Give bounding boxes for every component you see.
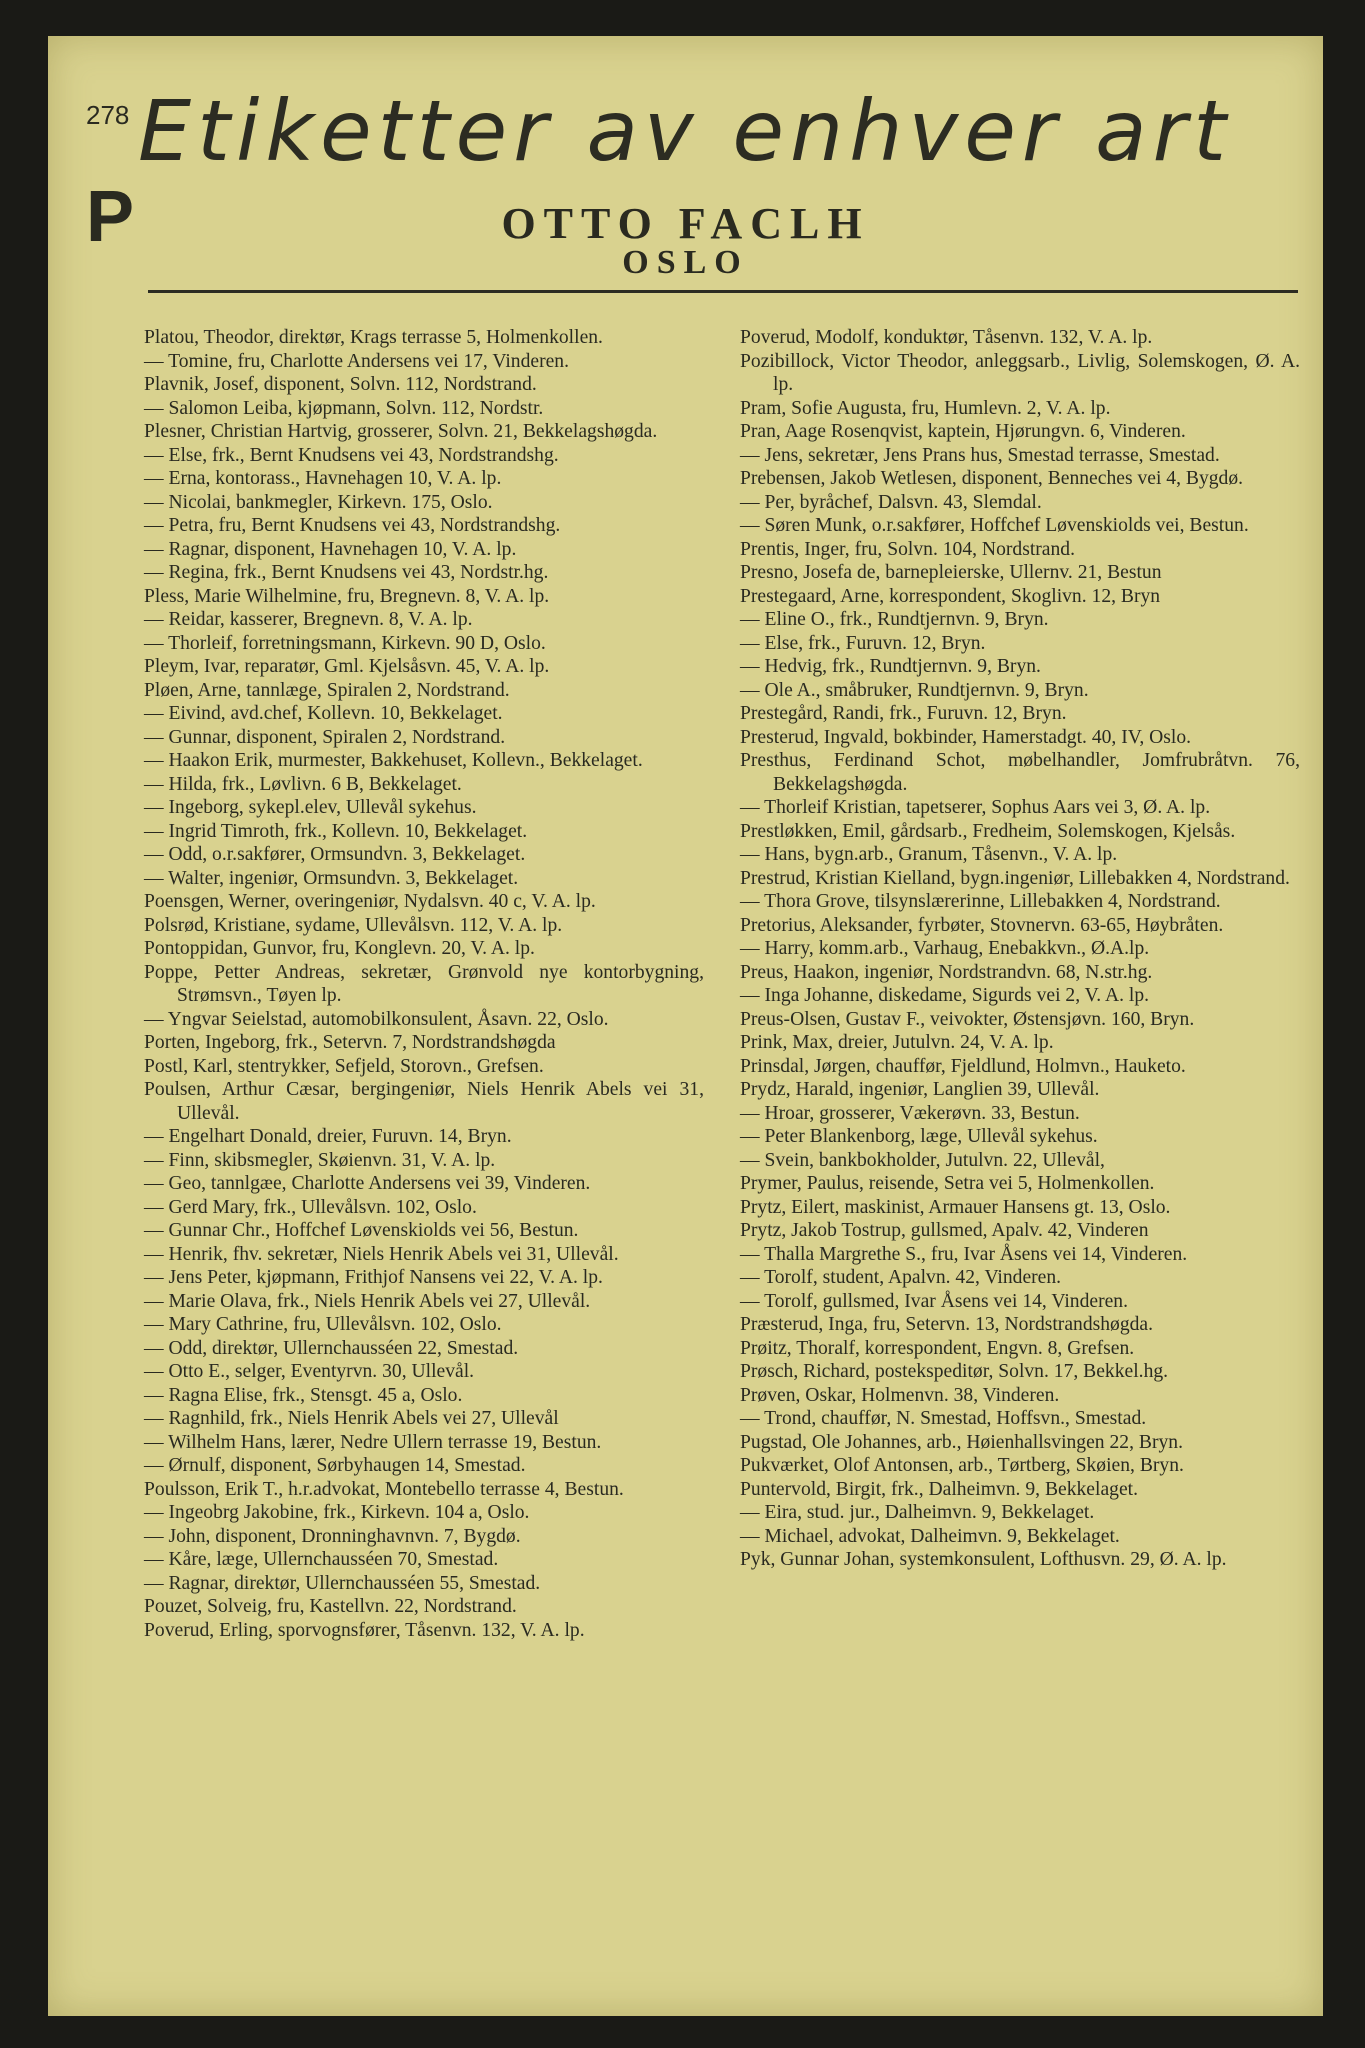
- directory-entry: Prøitz, Thoralf, korrespondent, Engvn. 8, Grefsen.: [740, 1337, 1135, 1359]
- directory-entry: Poverud, Modolf, konduktør, Tåsenvn. 132, V. A. lp.: [740, 327, 1153, 348]
- directory-entry: Puntervold, Birgit, frk., Dalheimvn. 9, Bekkelaget.: [740, 1478, 1138, 1500]
- directory-entry: Presterud, Ingvald, bokbinder, Hamerstadgt. 40, IV, Oslo.: [740, 726, 1192, 748]
- directory-entry: — Thorleif, forretningsmann, Kirkevn. 90 D, Oslo.: [144, 632, 546, 654]
- directory-entry: Poulsson, Erik T., h.r.advokat, Montebello terrasse 4, Bestun.: [144, 1478, 624, 1500]
- directory-entry: Pless, Marie Wilhelmine, fru, Bregnevn. 8, V. A. lp.: [144, 585, 550, 607]
- directory-entry: Porten, Ingeborg, frk., Setervn. 7, Nordstrandshøgda: [144, 1032, 556, 1053]
- ad-slogan: Etiketter av enhver art: [138, 82, 1233, 180]
- directory-entry: Pyk, Gunnar Johan, systemkonsulent, Lofthusvn. 29, Ø. A. lp.: [740, 1549, 1227, 1570]
- directory-entry: — Torolf, student, Apalvn. 42, Vinderen.: [740, 1267, 1062, 1288]
- directory-entry: — Petra, fru, Bernt Knudsens vei 43, Nordstrandshg.: [144, 515, 561, 536]
- directory-entry: — Else, frk., Bernt Knudsens vei 43, Nordstrandshg.: [144, 444, 559, 466]
- directory-entry: Poppe, Petter Andreas, sekretær, Grønvold nye kontorbygning, Strømsvn., Tøyen lp.: [144, 961, 704, 1006]
- directory-entry: Prydz, Harald, ingeniør, Langlien 39, Ullevål.: [740, 1079, 1100, 1100]
- directory-entry: — Finn, skibsmegler, Skøienvn. 31, V. A. lp.: [144, 1149, 496, 1171]
- directory-entry: — Thalla Margrethe S., fru, Ivar Åsens vei 14, Vinderen.: [740, 1243, 1188, 1265]
- directory-entry: — Eira, stud. jur., Dalheimvn. 9, Bekkelaget.: [740, 1502, 1095, 1523]
- directory-entry: — Harry, komm.arb., Varhaug, Enebakkvn., Ø.A.lp.: [740, 938, 1150, 959]
- directory-entry: Postl, Karl, stentrykker, Sefjeld, Storovn., Grefsen.: [144, 1055, 544, 1077]
- directory-entry: Platou, Theodor, direktør, Krags terrasse 5, Holmenkollen.: [144, 327, 603, 348]
- directory-entry: Prestegaard, Arne, korrespondent, Skoglivn. 12, Bryn: [740, 585, 1161, 607]
- directory-entry: — Odd, direktør, Ullernchausséen 22, Smestad.: [144, 1337, 519, 1359]
- directory-entry: — Thora Grove, tilsynslærerinne, Lillebakken 4, Nordstrand.: [740, 891, 1221, 912]
- directory-entry: Præsterud, Inga, fru, Setervn. 13, Nordstrandshøgda.: [740, 1314, 1154, 1335]
- directory-entry: — Henrik, fhv. sekretær, Niels Henrik Abels vei 31, Ullevål.: [144, 1243, 619, 1265]
- directory-entry: — Yngvar Seielstad, automobilkonsulent, Åsavn. 22, Oslo.: [144, 1008, 609, 1030]
- directory-entry: — Engelhart Donald, dreier, Furuvn. 14, Bryn.: [144, 1126, 512, 1147]
- directory-entry: — Geo, tannlgæe, Charlotte Andersens vei 39, Vinderen.: [144, 1173, 591, 1194]
- directory-entry: — John, disponent, Dronninghavnvn. 7, Bygdø.: [144, 1525, 521, 1547]
- directory-entry: — Inga Johanne, diskedame, Sigurds vei 2, V. A. lp.: [740, 985, 1150, 1006]
- header-divider: [148, 290, 1298, 293]
- directory-entry: Pontoppidan, Gunvor, fru, Konglevn. 20, V. A. lp.: [144, 938, 535, 959]
- directory-entry: Pukværket, Olof Antonsen, arb., Tørtberg, Skøien, Bryn.: [740, 1455, 1184, 1476]
- directory-entry: — Eivind, avd.chef, Kollevn. 10, Bekkelaget.: [144, 703, 503, 724]
- directory-entry: — Hedvig, frk., Rundtjernvn. 9, Bryn.: [740, 656, 1041, 677]
- directory-entry: — Hans, bygn.arb., Granum, Tåsenvn., V. A. lp.: [740, 844, 1118, 865]
- directory-entry: — Jens Peter, kjøpmann, Frithjof Nansens vei 22, V. A. lp.: [144, 1267, 603, 1288]
- directory-entry: — Else, frk., Furuvn. 12, Bryn.: [740, 632, 986, 654]
- directory-entry: Prestrud, Kristian Kielland, bygn.ingeniør, Lillebakken 4, Nordstrand.: [740, 867, 1290, 889]
- directory-entry: — Kåre, læge, Ullernchausséen 70, Smestad.: [144, 1549, 499, 1570]
- directory-entry: — Odd, o.r.sakfører, Ormsundvn. 3, Bekkelaget.: [144, 844, 526, 865]
- left-column: [144, 326, 704, 1642]
- directory-entry: — Salomon Leiba, kjøpmann, Solvn. 112, Nordstr.: [144, 397, 544, 419]
- directory-entry: — Regina, frk., Bernt Knudsens vei 43, Nordstr.hg.: [144, 562, 549, 583]
- directory-entry: — Tomine, fru, Charlotte Andersens vei 17, Vinderen.: [144, 350, 569, 372]
- directory-entry: — Michael, advokat, Dalheimvn. 9, Bekkelaget.: [740, 1525, 1120, 1547]
- directory-entry: — Hilda, frk., Løvlivn. 6 B, Bekkelaget.: [144, 773, 462, 795]
- directory-entry: Prink, Max, dreier, Jutulvn. 24, V. A. lp.: [740, 1032, 1054, 1053]
- directory-entry: Prøven, Oskar, Holmenvn. 38, Vinderen.: [740, 1384, 1060, 1406]
- directory-entry: Pozibillock, Victor Theodor, anleggsarb., Livlig, Solemskogen, Ø. A. lp.: [740, 350, 1300, 395]
- directory-entry: — Wilhelm Hans, lærer, Nedre Ullern terrasse 19, Bestun.: [144, 1431, 602, 1453]
- directory-entry: Presthus, Ferdinand Schot, møbelhandler, Jomfrubråtvn. 76, Bekkelagshøgda.: [740, 750, 1300, 795]
- ad-company-name: OTTO FACLH: [501, 199, 870, 248]
- directory-entry: — Gunnar Chr., Hoffchef Løvenskiolds vei 56, Bestun.: [144, 1220, 579, 1241]
- directory-entry: Prymer, Paulus, reisende, Setra vei 5, Holmenkollen.: [740, 1173, 1155, 1194]
- directory-entry: — Otto E., selger, Eventyrvn. 30, Ullevål.: [144, 1361, 475, 1382]
- directory-entry: Prestløkken, Emil, gårdsarb., Fredheim, Solemskogen, Kjelsås.: [740, 820, 1236, 842]
- right-column: [740, 326, 1300, 1572]
- directory-entry: — Ingrid Timroth, frk., Kollevn. 10, Bekkelaget.: [144, 820, 528, 842]
- directory-entry: Prøsch, Richard, postekspeditør, Solvn. 17, Bekkel.hg.: [740, 1361, 1169, 1382]
- section-letter: P: [86, 177, 135, 257]
- directory-entry: Prytz, Jakob Tostrup, gullsmed, Apalv. 42, Vinderen: [740, 1220, 1149, 1241]
- page-number: 278: [86, 100, 130, 130]
- directory-entry: Prestegård, Randi, frk., Furuvn. 12, Bryn.: [740, 703, 1067, 724]
- directory-entry: — Ole A., småbruker, Rundtjernvn. 9, Bryn.: [740, 679, 1089, 701]
- directory-entry: — Haakon Erik, murmester, Bakkehuset, Kollevn., Bekkelaget.: [144, 750, 643, 771]
- directory-entry: Polsrød, Kristiane, sydame, Ullevålsvn. 112, V. A. lp.: [144, 914, 563, 936]
- ad-city: OSLO: [622, 244, 749, 281]
- directory-entry: Prentis, Inger, fru, Solvn. 104, Nordstrand.: [740, 538, 1075, 560]
- directory-entry: Pran, Aage Rosenqvist, kaptein, Hjørungvn. 6, Vinderen.: [740, 421, 1186, 442]
- directory-entry: — Peter Blankenborg, læge, Ullevål sykehus.: [740, 1126, 1098, 1147]
- directory-entry: Pretorius, Aleksander, fyrbøter, Stovnervn. 63-65, Høybråten.: [740, 914, 1224, 936]
- directory-entry: — Svein, bankbokholder, Jutulvn. 22, Ullevål,: [740, 1149, 1105, 1171]
- directory-entry: — Erna, kontorass., Havnehagen 10, V. A. lp.: [144, 468, 502, 489]
- directory-entry: Plesner, Christian Hartvig, grosserer, Solvn. 21, Bekkelagshøgda.: [144, 421, 658, 442]
- directory-page: [48, 36, 1323, 2016]
- directory-entry: Preus, Haakon, ingeniør, Nordstrandvn. 68, N.str.hg.: [740, 961, 1153, 983]
- directory-entry: — Trond, chauffør, N. Smestad, Hoffsvn., Smestad.: [740, 1408, 1147, 1429]
- directory-entry: Pram, Sofie Augusta, fru, Humlevn. 2, V. A. lp.: [740, 397, 1111, 419]
- directory-entry: Pouzet, Solveig, fru, Kastellvn. 22, Nordstrand.: [144, 1596, 517, 1617]
- directory-entry: — Ingeborg, sykepl.elev, Ullevål sykehus.: [144, 797, 477, 818]
- directory-entry: Preus-Olsen, Gustav F., veivokter, Østensjøvn. 160, Bryn.: [740, 1008, 1195, 1030]
- directory-entry: — Hroar, grosserer, Vækerøvn. 33, Bestun.: [740, 1102, 1080, 1124]
- directory-entry: Pugstad, Ole Johannes, arb., Høienhallsvingen 22, Bryn.: [740, 1431, 1183, 1453]
- directory-entry: — Reidar, kasserer, Bregnevn. 8, V. A. lp.: [144, 609, 473, 630]
- directory-entry: — Per, byråchef, Dalsvn. 43, Slemdal.: [740, 491, 1042, 513]
- directory-entry: — Ørnulf, disponent, Sørbyhaugen 14, Smestad.: [144, 1455, 526, 1476]
- directory-entry: — Ragnar, disponent, Havnehagen 10, V. A. lp.: [144, 538, 517, 560]
- directory-entry: — Gerd Mary, frk., Ullevålsvn. 102, Oslo.: [144, 1196, 477, 1218]
- directory-entry: — Jens, sekretær, Jens Prans hus, Smestad terrasse, Smestad.: [740, 444, 1220, 466]
- directory-entry: Prytz, Eilert, maskinist, Armauer Hansens gt. 13, Oslo.: [740, 1196, 1171, 1218]
- directory-entry: — Ingeobrg Jakobine, frk., Kirkevn. 104 a, Oslo.: [144, 1502, 530, 1523]
- directory-entry: — Thorleif Kristian, tapetserer, Sophus Aars vei 3, Ø. A. lp.: [740, 797, 1211, 818]
- directory-entry: — Søren Munk, o.r.sakfører, Hoffchef Løvenskiolds vei, Bestun.: [740, 515, 1249, 536]
- directory-entry: Prinsdal, Jørgen, chauffør, Fjeldlund, Holmvn., Hauketo.: [740, 1055, 1186, 1077]
- directory-entry: Poverud, Erling, sporvognsfører, Tåsenvn. 132, V. A. lp.: [144, 1619, 585, 1641]
- directory-entry: — Ragnar, direktør, Ullernchausséen 55, Smestad.: [144, 1572, 541, 1594]
- directory-entry: — Marie Olava, frk., Niels Henrik Abels vei 27, Ullevål.: [144, 1290, 591, 1312]
- directory-entry: Pleym, Ivar, reparatør, Gml. Kjelsåsvn. 45, V. A. lp.: [144, 656, 550, 677]
- directory-entry: — Ragna Elise, frk., Stensgt. 45 a, Oslo.: [144, 1384, 463, 1406]
- directory-entry: Poulsen, Arthur Cæsar, bergingeniør, Niels Henrik Abels vei 31, Ullevål.: [144, 1079, 704, 1124]
- directory-entry: — Walter, ingeniør, Ormsundvn. 3, Bekkelaget.: [144, 867, 519, 889]
- directory-entry: Poensgen, Werner, overingeniør, Nydalsvn. 40 c, V. A. lp.: [144, 891, 596, 912]
- directory-entry: Plavnik, Josef, disponent, Solvn. 112, Nordstrand.: [144, 374, 537, 395]
- directory-entry: — Nicolai, bankmegler, Kirkevn. 175, Oslo.: [144, 491, 493, 513]
- directory-entry: — Ragnhild, frk., Niels Henrik Abels vei 27, Ullevål: [144, 1408, 559, 1429]
- directory-entry: Prebensen, Jakob Wetlesen, disponent, Benneches vei 4, Bygdø.: [740, 468, 1244, 489]
- directory-entry: Presno, Josefa de, barnepleierske, Ullernv. 21, Bestun: [740, 562, 1162, 583]
- directory-entry: — Mary Cathrine, fru, Ullevålsvn. 102, Oslo.: [144, 1314, 502, 1335]
- directory-entry: Pløen, Arne, tannlæge, Spiralen 2, Nordstrand.: [144, 679, 510, 701]
- directory-entry: — Eline O., frk., Rundtjernvn. 9, Bryn.: [740, 609, 1049, 630]
- directory-entry: — Gunnar, disponent, Spiralen 2, Nordstrand.: [144, 726, 506, 748]
- directory-entry: — Torolf, gullsmed, Ivar Åsens vei 14, Vinderen.: [740, 1290, 1128, 1312]
